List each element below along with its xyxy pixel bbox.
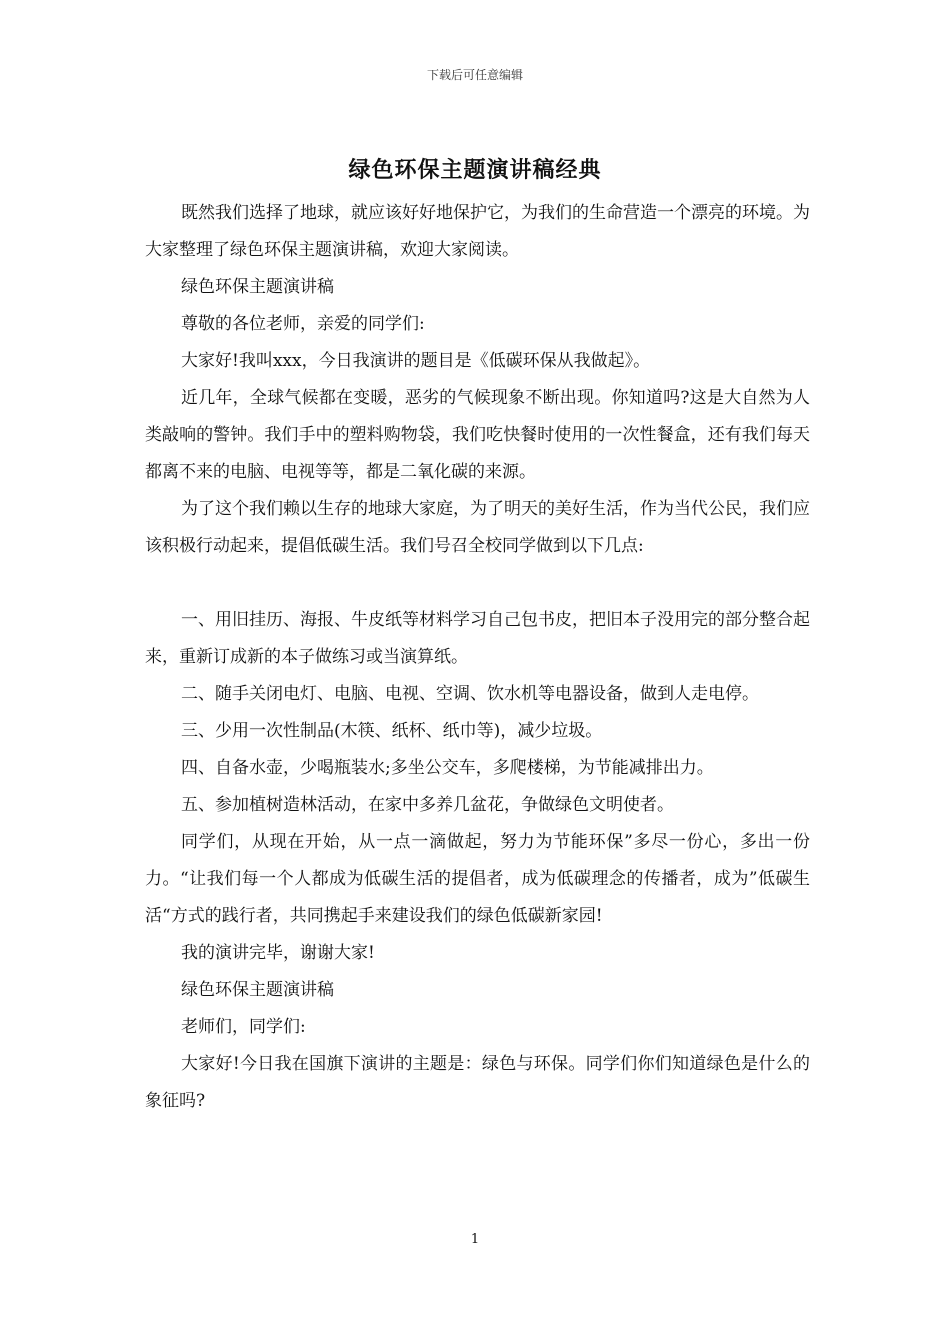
paragraph: 老师们，同学们: — [181, 1017, 306, 1037]
paragraph: 五、参加植树造林活动，在家中多养几盆花，争做绿色文明使者。 — [181, 795, 674, 815]
paragraph: 二、随手关闭电灯、电脑、电视、空调、饮水机等电器设备，做到人走电停。 — [181, 684, 759, 704]
paragraph: 尊敬的各位老师，亲爱的同学们: — [181, 314, 425, 334]
paragraph: 既然我们选择了地球，就应该好好地保护它，为我们的生命营造一个漂亮的环境。为大家整理了绿色环保主题演讲稿，欢迎大家阅读。 — [145, 203, 810, 260]
document-title: 绿色环保主题演讲稿经典 — [348, 157, 602, 183]
paragraph: 近几年，全球气候都在变暖，恶劣的气候现象不断出现。你知道吗?这是大自然为人类敲响的警钟。我们手中的塑料购物袋，我们吃快餐时使用的一次性餐盒，还有我们每天都离不来的电脑、电视等等，都是二氧化碳的来源。 — [145, 388, 810, 482]
paragraph: 四、自备水壶，少喝瓶装水;多坐公交车，多爬楼梯，为节能减排出力。 — [181, 758, 714, 778]
paragraph: 我的演讲完毕，谢谢大家! — [181, 943, 375, 963]
paragraph: 同学们，从现在开始，从一点一滴做起，努力为节能环保”多尽一份心，多出一份力。“让我们每一个人都成为低碳生活的提倡者，成为低碳理念的传播者，成为”低碳生活“方式的践行者，共同携起手来建设我们的绿色低碳新家园! — [145, 832, 810, 926]
paragraph: 大家好!我叫xxx，今日我演讲的题目是《低碳环保从我做起》。 — [181, 351, 651, 371]
page-header: 下载后可任意编辑 — [426, 68, 523, 82]
page-number: 1 — [470, 1232, 480, 1247]
paragraph: 为了这个我们赖以生存的地球大家庭，为了明天的美好生活，作为当代公民，我们应该积极行动起来，提倡低碳生活。我们号召全校同学做到以下几点: — [145, 499, 810, 556]
paragraph: 一、用旧挂历、海报、牛皮纸等材料学习自己包书皮，把旧本子没用完的部分整合起来，重新订成新的本子做练习或当演算纸。 — [145, 610, 810, 667]
document-body — [145, 195, 810, 1120]
paragraph: 三、少用一次性制品(木筷、纸杯、纸巾等)，减少垃圾。 — [181, 721, 603, 741]
paragraph: 绿色环保主题演讲稿 — [181, 980, 334, 1000]
paragraph: 绿色环保主题演讲稿 — [181, 277, 334, 297]
paragraph: 大家好!今日我在国旗下演讲的主题是：绿色与环保。同学们你们知道绿色是什么的象征吗? — [145, 1054, 810, 1111]
